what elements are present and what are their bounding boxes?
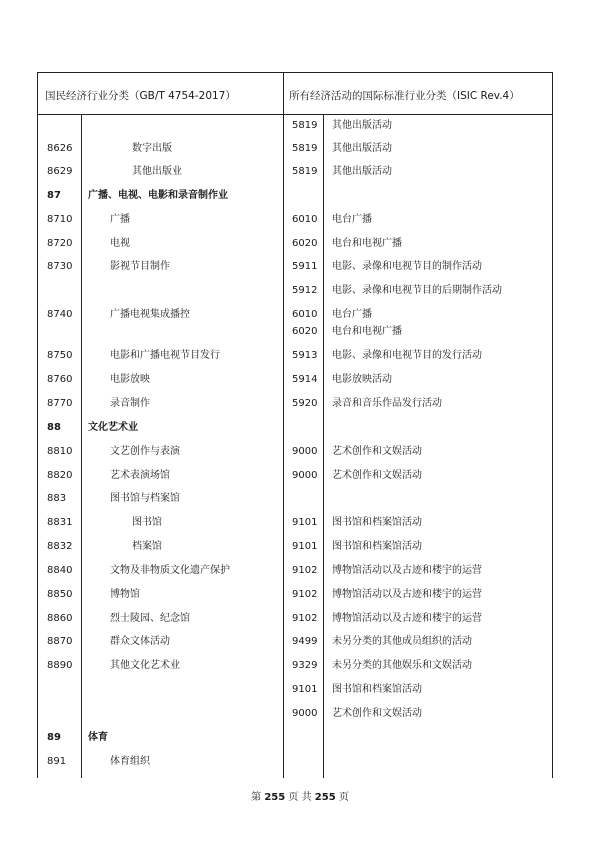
isic-code-cell: 6010 <box>292 309 318 320</box>
isic-name-cell: 电台广播 <box>332 214 372 225</box>
gb-name-cell: 档案馆 <box>132 541 162 552</box>
isic-code-cell: 5920 <box>292 398 318 409</box>
isic-name-cell: 艺术创作和文娱活动 <box>332 470 422 481</box>
gb-code-cell: 891 <box>47 756 67 767</box>
isic-name-cell: 未另分类的其他成员组织的活动 <box>332 636 472 647</box>
table-row <box>0 283 600 299</box>
table-row <box>0 515 600 531</box>
isic-code-cell: 9101 <box>292 517 318 528</box>
gb-code-cell: 8760 <box>47 374 73 385</box>
table-row <box>0 307 600 323</box>
table-row <box>0 563 600 579</box>
gb-name-cell: 艺术表演场馆 <box>110 470 170 481</box>
table-row <box>0 754 600 770</box>
table-row <box>0 188 600 204</box>
gb-name-cell: 数字出版 <box>132 143 172 154</box>
table-row <box>0 348 600 364</box>
table-row <box>0 118 600 134</box>
gb-name-cell: 文艺创作与表演 <box>110 446 180 457</box>
header-right-title: 所有经济活动的国际标准行业分类（ISIC Rev.4） <box>289 90 520 102</box>
isic-name-cell: 博物馆活动以及古迹和楼宇的运营 <box>332 565 482 576</box>
gb-code-cell: 8626 <box>47 143 73 154</box>
isic-code-cell: 9102 <box>292 613 318 624</box>
gb-code-cell: 8831 <box>47 517 73 528</box>
isic-code-cell: 9000 <box>292 446 318 457</box>
gb-code-cell: 8820 <box>47 470 73 481</box>
isic-name-cell: 电影、录像和电视节目的发行活动 <box>332 350 482 361</box>
gb-name-cell: 影视节目制作 <box>110 261 170 272</box>
isic-name-cell: 艺术创作和文娱活动 <box>332 708 422 719</box>
gb-name-cell: 体育组织 <box>110 756 150 767</box>
gb-name-cell: 其他出版业 <box>132 166 182 177</box>
isic-code-cell: 6020 <box>292 326 318 337</box>
isic-code-cell: 5819 <box>292 120 318 131</box>
table-row <box>0 259 600 275</box>
table-row <box>0 444 600 460</box>
gb-code-cell: 8832 <box>47 541 73 552</box>
isic-code-cell: 5911 <box>292 261 318 272</box>
page-footer <box>0 788 600 803</box>
isic-code-cell: 5912 <box>292 285 318 296</box>
isic-code-cell: 5914 <box>292 374 318 385</box>
isic-code-cell: 9102 <box>292 589 318 600</box>
isic-code-cell: 9329 <box>292 660 318 671</box>
gb-code-cell: 8890 <box>47 660 73 671</box>
gb-name-cell: 电影和广播电视节目发行 <box>110 350 220 361</box>
isic-code-cell: 5819 <box>292 143 318 154</box>
table-row <box>0 611 600 627</box>
table-row <box>0 539 600 555</box>
gb-code-cell: 883 <box>47 493 67 504</box>
gb-name-cell: 广播电视集成播控 <box>110 309 190 320</box>
table-row <box>0 587 600 603</box>
gb-name-cell: 文化艺术业 <box>88 422 138 433</box>
header-left-title: 国民经济行业分类（GB/T 4754-2017） <box>45 90 236 102</box>
isic-code-cell: 6020 <box>292 238 318 249</box>
gb-code-cell: 8720 <box>47 238 73 249</box>
isic-name-cell: 电台广播 <box>332 309 372 320</box>
table-row <box>0 634 600 650</box>
gb-name-cell: 群众文体活动 <box>110 636 170 647</box>
gb-name-cell: 文物及非物质文化遗产保护 <box>110 565 230 576</box>
table-row <box>0 396 600 412</box>
isic-code-cell: 9000 <box>292 708 318 719</box>
table-row <box>0 491 600 507</box>
gb-name-cell: 图书馆与档案馆 <box>110 493 180 504</box>
isic-code-cell: 9102 <box>292 565 318 576</box>
isic-code-cell: 9101 <box>292 684 318 695</box>
table-row <box>0 420 600 436</box>
table-row <box>0 730 600 746</box>
gb-code-cell: 8870 <box>47 636 73 647</box>
gb-name-cell: 图书馆 <box>132 517 162 528</box>
gb-code-cell: 8750 <box>47 350 73 361</box>
isic-name-cell: 电台和电视广播 <box>332 326 402 337</box>
isic-name-cell: 其他出版活动 <box>332 166 392 177</box>
isic-name-cell: 其他出版活动 <box>332 143 392 154</box>
table-row <box>0 372 600 388</box>
gb-name-cell: 电视 <box>110 238 130 249</box>
table-row <box>0 468 600 484</box>
gb-name-cell: 体育 <box>88 732 108 743</box>
table-row <box>0 164 600 180</box>
isic-code-cell: 9499 <box>292 636 318 647</box>
gb-code-cell: 8860 <box>47 613 73 624</box>
gb-name-cell: 广播 <box>110 214 130 225</box>
isic-name-cell: 博物馆活动以及古迹和楼宇的运营 <box>332 589 482 600</box>
isic-name-cell: 艺术创作和文娱活动 <box>332 446 422 457</box>
isic-name-cell: 电影、录像和电视节目的制作活动 <box>332 261 482 272</box>
gb-name-cell: 电影放映 <box>110 374 150 385</box>
isic-code-cell: 9000 <box>292 470 318 481</box>
gb-code-cell: 8740 <box>47 309 73 320</box>
isic-name-cell: 其他出版活动 <box>332 120 392 131</box>
isic-code-cell: 9101 <box>292 541 318 552</box>
table-row <box>0 141 600 157</box>
table-row <box>0 658 600 674</box>
gb-code-cell: 89 <box>47 732 61 743</box>
isic-code-cell: 6010 <box>292 214 318 225</box>
gb-code-cell: 8850 <box>47 589 73 600</box>
isic-name-cell: 录音和音乐作品发行活动 <box>332 398 442 409</box>
isic-name-cell: 图书馆和档案馆活动 <box>332 684 422 695</box>
footer-suffix: 页 <box>338 792 349 803</box>
gb-code-cell: 8710 <box>47 214 73 225</box>
table-row <box>0 324 600 340</box>
header-bottom-border <box>37 114 552 115</box>
gb-name-cell: 其他文化艺术业 <box>110 660 180 671</box>
gb-name-cell: 广播、电视、电影和录音制作业 <box>88 190 228 201</box>
gb-name-cell: 烈士陵园、纪念馆 <box>110 613 190 624</box>
isic-name-cell: 电影、录像和电视节目的后期制作活动 <box>332 285 502 296</box>
isic-name-cell: 图书馆和档案馆活动 <box>332 517 422 528</box>
isic-name-cell: 未另分类的其他娱乐和文娱活动 <box>332 660 472 671</box>
footer-middle: 页 共 <box>288 792 312 803</box>
isic-code-cell: 5819 <box>292 166 318 177</box>
footer-page-number: 255 <box>264 792 286 803</box>
gb-code-cell: 87 <box>47 190 61 201</box>
table-top-border <box>37 72 552 73</box>
table-row <box>0 682 600 698</box>
footer-prefix: 第 <box>251 792 262 803</box>
gb-code-cell: 8730 <box>47 261 73 272</box>
table-row <box>0 706 600 722</box>
gb-name-cell: 博物馆 <box>110 589 140 600</box>
gb-name-cell: 录音制作 <box>110 398 150 409</box>
isic-name-cell: 电台和电视广播 <box>332 238 402 249</box>
gb-code-cell: 8629 <box>47 166 73 177</box>
isic-name-cell: 博物馆活动以及古迹和楼宇的运营 <box>332 613 482 624</box>
gb-code-cell: 8770 <box>47 398 73 409</box>
gb-code-cell: 88 <box>47 422 61 433</box>
isic-name-cell: 图书馆和档案馆活动 <box>332 541 422 552</box>
gb-code-cell: 8810 <box>47 446 73 457</box>
table-row <box>0 212 600 228</box>
table-row <box>0 236 600 252</box>
isic-name-cell: 电影放映活动 <box>332 374 392 385</box>
gb-code-cell: 8840 <box>47 565 73 576</box>
footer-total-pages: 255 <box>314 792 336 803</box>
isic-code-cell: 5913 <box>292 350 318 361</box>
